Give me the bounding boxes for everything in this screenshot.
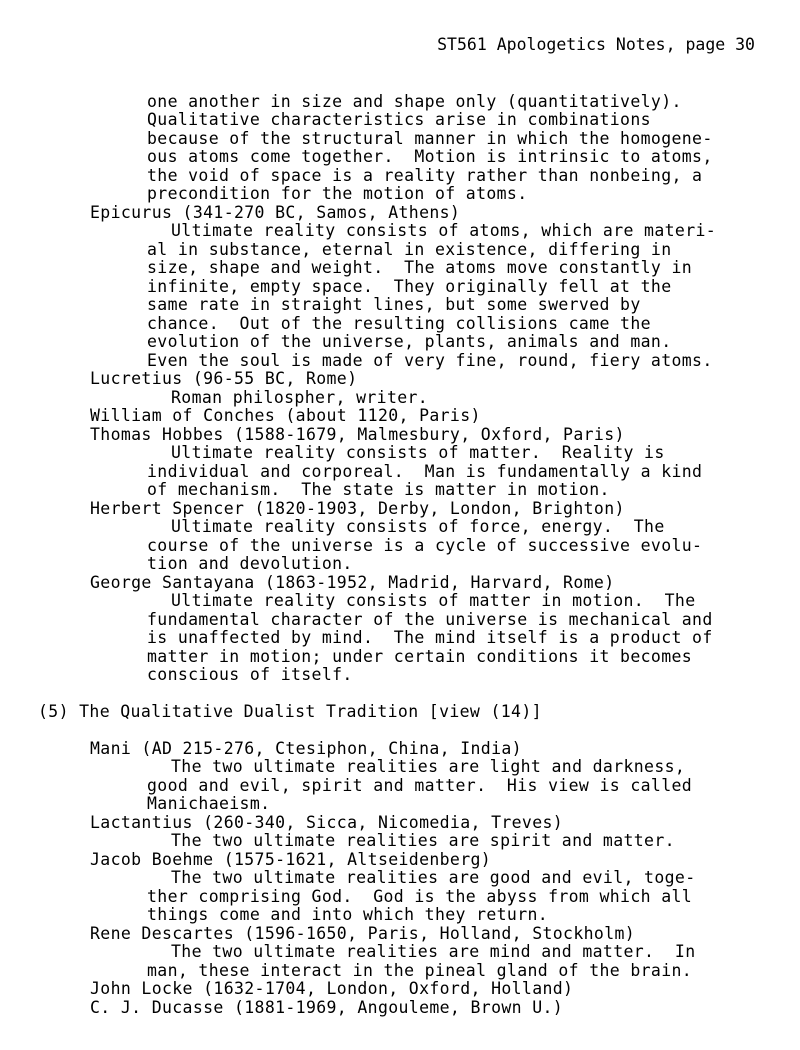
text-line: one another in size and shape only (quantitatively). [147, 92, 682, 111]
text-line: Qualitative characteristics arise in combinations [147, 110, 651, 129]
text-line: precondition for the motion of atoms. [147, 184, 528, 203]
text-line: al in substance, eternal in existence, differing in [147, 240, 672, 259]
text-line: Ultimate reality consists of matter. Reality is [171, 443, 665, 462]
text-line: evolution of the universe, plants, animals and man. [147, 332, 672, 351]
text-line: matter in motion; under certain conditions it becomes [147, 647, 693, 666]
text-line: Even the soul is made of very fine, round, fiery atoms. [147, 351, 713, 370]
text-line: The two ultimate realities are spirit and matter. [171, 831, 675, 850]
text-line: Manichaeism. [147, 794, 271, 813]
text-line: tion and devolution. [147, 554, 353, 573]
text-line: of mechanism. The state is matter in motion. [147, 480, 610, 499]
text-line: Herbert Spencer (1820-1903, Derby, London, Brighton) [90, 499, 625, 518]
text-line: course of the universe is a cycle of successive evolu- [147, 536, 703, 555]
text-line: (5) The Qualitative Dualist Tradition [view (14)] [38, 702, 542, 721]
text-line: Ultimate reality consists of matter in motion. The [171, 591, 696, 610]
text-line: same rate in straight lines, but some swerved by [147, 295, 641, 314]
text-line: Ultimate reality consists of force, energy. The [171, 517, 665, 536]
text-line: conscious of itself. [147, 665, 353, 684]
text-line: man, these interact in the pineal gland of the brain. [147, 961, 693, 980]
text-line: size, shape and weight. The atoms move constantly in [147, 258, 693, 277]
text-line: ther comprising God. God is the abyss from which all [147, 887, 693, 906]
text-line: good and evil, spirit and matter. His view is called [147, 776, 693, 795]
text-line: individual and corporeal. Man is fundamentally a kind [147, 462, 703, 481]
text-line: Lucretius (96-55 BC, Rome) [90, 369, 358, 388]
text-line: fundamental character of the universe is mechanical and [147, 610, 713, 629]
text-line: The two ultimate realities are mind and matter. In [171, 942, 696, 961]
text-line: is unaffected by mind. The mind itself is a product of [147, 628, 713, 647]
text-line: chance. Out of the resulting collisions came the [147, 314, 651, 333]
text-line: Thomas Hobbes (1588-1679, Malmesbury, Oxford, Paris) [90, 425, 625, 444]
text-line: ous atoms come together. Motion is intrinsic to atoms, [147, 147, 713, 166]
text-line: The two ultimate realities are light and darkness, [171, 757, 686, 776]
text-line: Lactantius (260-340, Sicca, Nicomedia, Treves) [90, 813, 564, 832]
text-line: The two ultimate realities are good and evil, toge- [171, 868, 696, 887]
text-line: infinite, empty space. They originally fell at the [147, 277, 672, 296]
text-line: William of Conches (about 1120, Paris) [90, 406, 481, 425]
page-header: ST561 Apologetics Notes, page 30 [437, 35, 755, 54]
text-line: things come and into which they return. [147, 905, 549, 924]
text-line: Rene Descartes (1596-1650, Paris, Holland, Stockholm) [90, 924, 636, 943]
text-line: because of the structural manner in which the homogene- [147, 129, 713, 148]
text-line: C. J. Ducasse (1881-1969, Angouleme, Brown U.) [90, 998, 564, 1017]
text-line: the void of space is a reality rather than nonbeing, a [147, 166, 703, 185]
text-line: Jacob Boehme (1575-1621, Altseidenberg) [90, 850, 492, 869]
text-line: Mani (AD 215-276, Ctesiphon, China, India) [90, 739, 522, 758]
text-line: Roman philospher, writer. [171, 388, 429, 407]
text-line: John Locke (1632-1704, London, Oxford, Holland) [90, 979, 574, 998]
text-line: Epicurus (341-270 BC, Samos, Athens) [90, 203, 461, 222]
text-line: Ultimate reality consists of atoms, which are materi- [171, 221, 717, 240]
text-line: George Santayana (1863-1952, Madrid, Harvard, Rome) [90, 573, 615, 592]
